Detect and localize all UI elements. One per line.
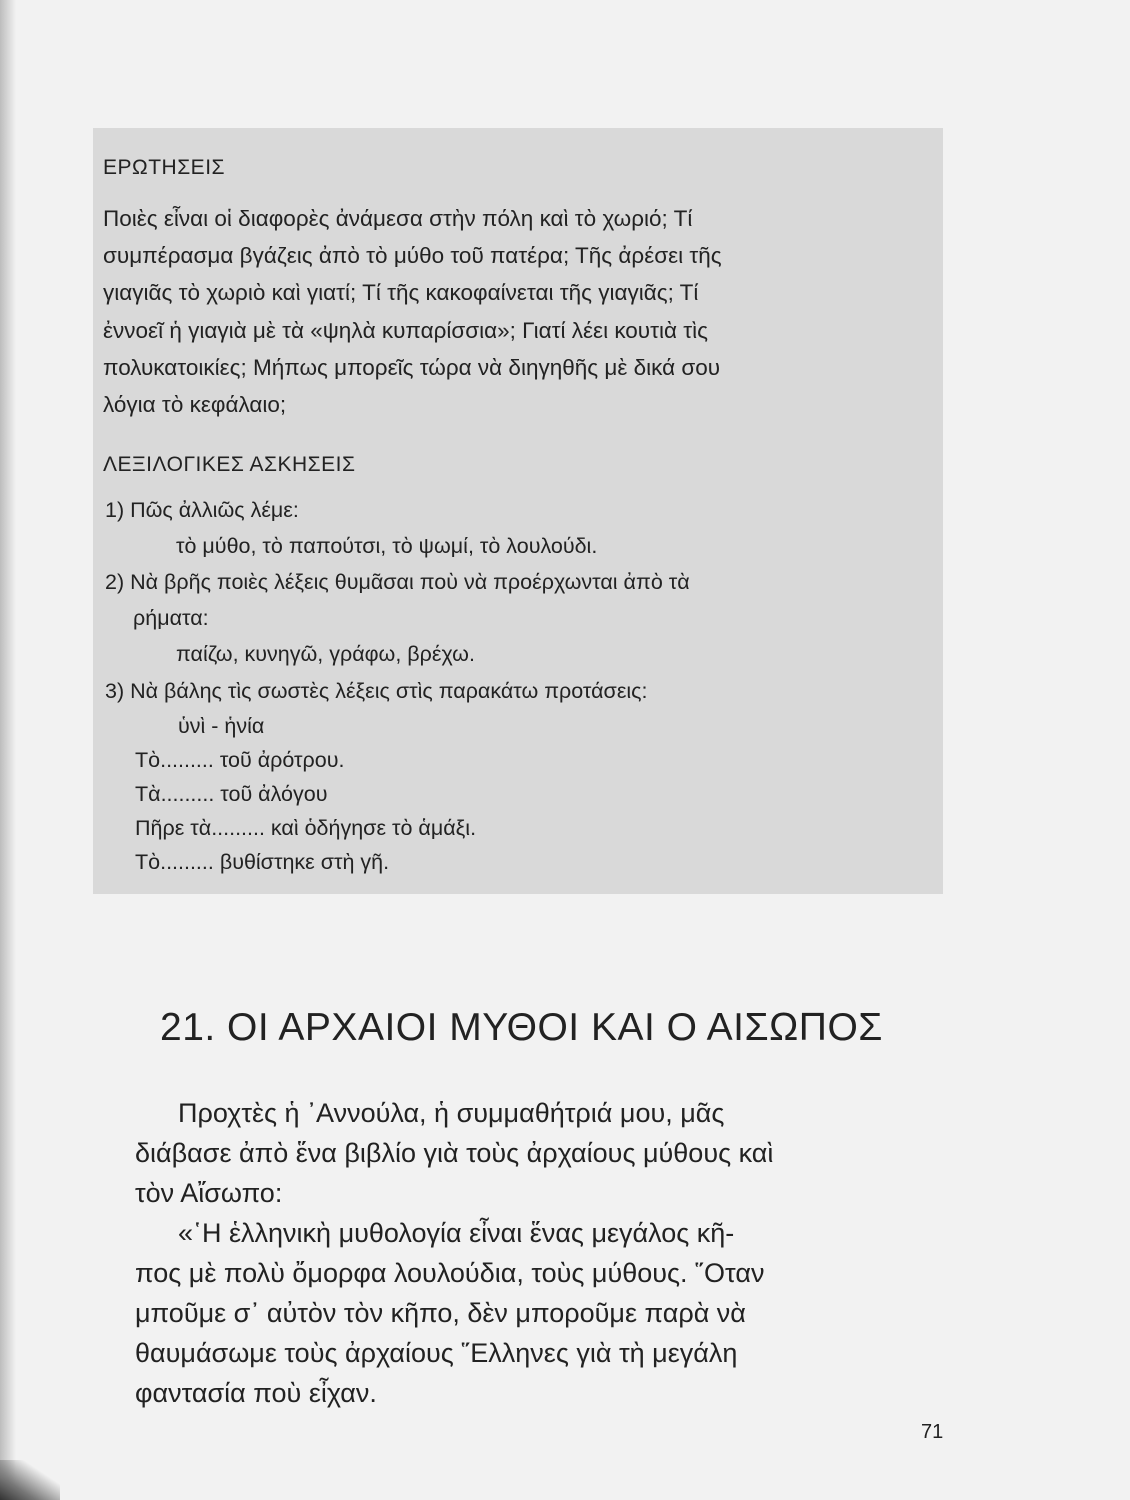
exercise-line: ὑνὶ - ἡνία <box>178 714 265 738</box>
question-line: λόγια τὸ κεφάλαιο; <box>103 392 287 417</box>
story-line: διάβασε ἀπὸ ἕνα βιβλίο γιὰ τοὺς ἀρχαίους μύθους καὶ <box>135 1138 774 1168</box>
page-edge-shadow <box>0 0 16 1500</box>
story-line: Προχτὲς ἡ ᾿Αννούλα, ἡ συμμαθήτριά μου, μᾶς <box>178 1098 725 1128</box>
story-line: τὸν Αἴσωπο: <box>135 1178 283 1208</box>
page-corner-shadow <box>0 1460 60 1500</box>
story-line: «῾Η ἑλληνικὴ μυθολογία εἶναι ἕνας μεγάλος κῆ- <box>178 1218 735 1248</box>
exercise-line: 3) Νὰ βάλης τὶς σωστὲς λέξεις στὶς παρακάτω προτάσεις: <box>105 679 648 703</box>
story-line: θαυμάσωμε τοὺς ἀρχαίους ῞Ελληνες γιὰ τὴ μεγάλη <box>135 1338 738 1368</box>
exercise-line: παίζω, κυνηγῶ, γράφω, βρέχω. <box>176 642 475 666</box>
question-line: συμπέρασμα βγάζεις ἀπὸ τὸ μύθο τοῦ πατέρα; Τῆς ἀρέσει τῆς <box>103 243 722 268</box>
questions-heading: ΕΡΩΤΗΣΕΙΣ <box>103 156 226 179</box>
exercise-line: Τὰ......... τοῦ ἀλόγου <box>135 782 328 806</box>
question-line: Ποιὲς εἶναι οἱ διαφορὲς ἀνάμεσα στὴν πόλη καὶ τὸ χωριό; Τί <box>103 206 693 231</box>
exercise-box <box>93 128 943 894</box>
question-line: πολυκατοικίες; Μήπως μπορεῖς τώρα νὰ διηγηθῆς μὲ δικά σου <box>103 355 721 380</box>
question-line: γιαγιᾶς τὸ χωριὸ καὶ γιατί; Τί τῆς κακοφαίνεται τῆς γιαγιᾶς; Τί <box>103 280 699 305</box>
exercise-line: Τὸ......... βυθίστηκε στὴ γῆ. <box>135 850 390 874</box>
exercise-line: 2) Νὰ βρῆς ποιὲς λέξεις θυμᾶσαι ποὺ νὰ προέρχωνται ἀπὸ τὰ <box>105 570 690 594</box>
exercise-line: Πῆρε τὰ......... καὶ ὁδήγησε τὸ ἁμάξι. <box>135 816 477 840</box>
exercise-line: ρήματα: <box>133 606 209 630</box>
exercise-line: τὸ μύθο, τὸ παπούτσι, τὸ ψωμί, τὸ λουλούδι. <box>176 534 598 558</box>
exercise-line: 1) Πῶς ἀλλιῶς λέμε: <box>105 498 299 522</box>
story-line: φαντασία ποὺ εἶχαν. <box>135 1378 377 1408</box>
exercise-line: Τὸ......... τοῦ ἀρότρου. <box>135 748 345 772</box>
chapter-title: 21. ΟΙ ΑΡΧΑΙΟΙ ΜΥΘΟΙ ΚΑΙ Ο ΑΙΣΩΠΟΣ <box>160 1006 883 1049</box>
story-line: μποῦμε σ᾿ αὐτὸν τὸν κῆπο, δὲν μποροῦμε παρὰ νὰ <box>135 1298 746 1328</box>
vocab-heading: ΛΕΞΙΛΟΓΙΚΕΣ ΑΣΚΗΣΕΙΣ <box>103 453 356 476</box>
question-line: ἐννοεῖ ἡ γιαγιὰ μὲ τὰ «ψηλὰ κυπαρίσσια»; Γιατί λέει κουτιὰ τὶς <box>103 318 708 343</box>
page-number: 71 <box>921 1421 944 1443</box>
story-line: πος μὲ πολὺ ὄμορφα λουλούδια, τοὺς μύθους. ῞Οταν <box>135 1258 765 1288</box>
